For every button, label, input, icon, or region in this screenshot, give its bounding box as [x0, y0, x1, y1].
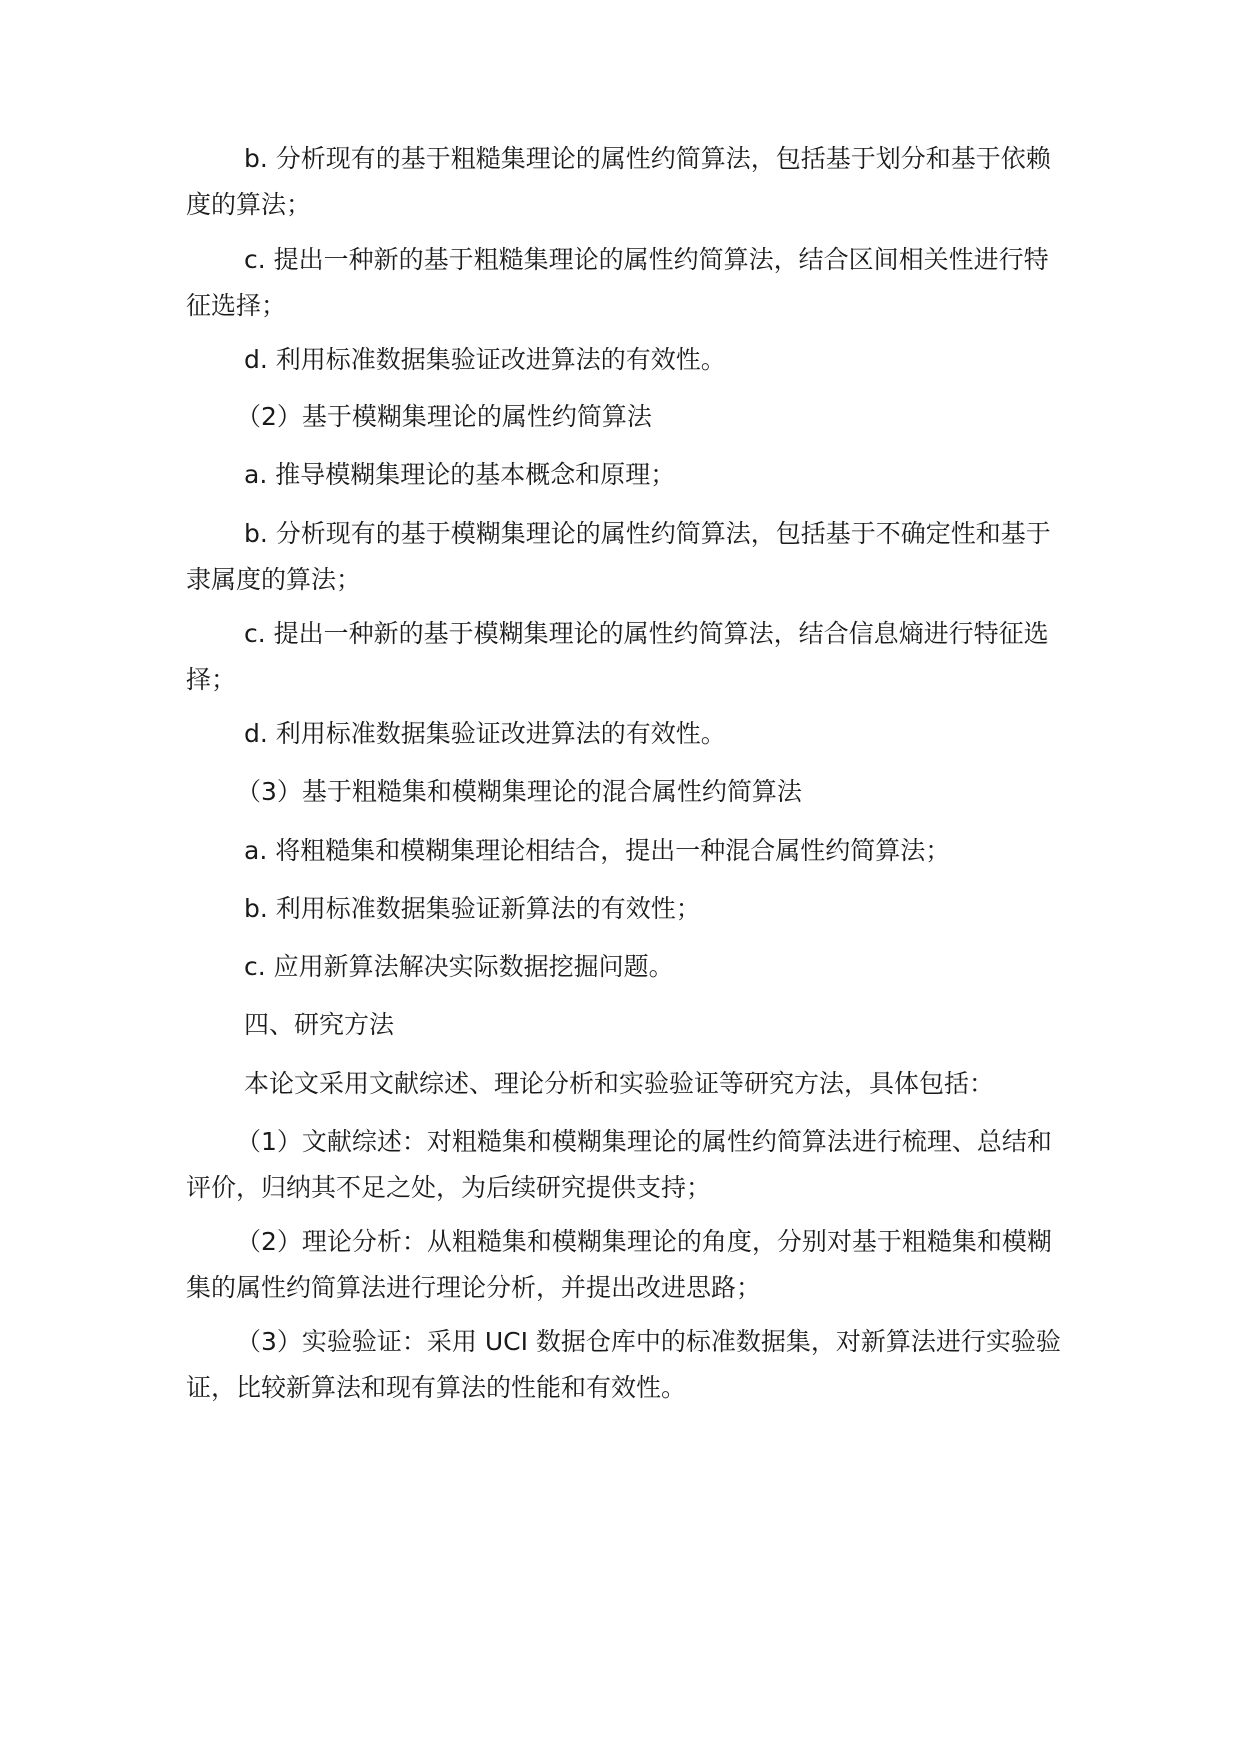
paragraph-method-2: （2）理论分析：从粗糙集和模糊集理论的角度，分别对基于粗糙集和模糊集的属性约简算法进行理论分析，并提出改进思路；	[186, 1227, 1052, 1302]
paragraph-method-1: （1）文献综述：对粗糙集和模糊集理论的属性约简算法进行梳理、总结和评价，归纳其不足之处，为后续研究提供支持；	[186, 1127, 1052, 1202]
paragraph-3a: a. 将粗糙集和模糊集理论相结合，提出一种混合属性约简算法；	[244, 836, 951, 865]
paragraph-1b: b. 分析现有的基于粗糙集理论的属性约简算法，包括基于划分和基于依赖度的算法；	[186, 144, 1051, 219]
paragraph-1c: c. 提出一种新的基于粗糙集理论的属性约简算法，结合区间相关性进行特征选择；	[186, 245, 1049, 320]
paragraph-methods-intro: 本论文采用文献综述、理论分析和实验验证等研究方法，具体包括：	[244, 1069, 995, 1098]
paragraph-method-3: （3）实验验证：采用 UCI 数据仓库中的标准数据集，对新算法进行实验验证，比较新算法和现有算法的性能和有效性。	[186, 1327, 1061, 1402]
paragraph-3c: c. 应用新算法解决实际数据挖掘问题。	[244, 952, 674, 981]
paragraph-2d: d. 利用标准数据集验证改进算法的有效性。	[244, 719, 726, 748]
paragraph-3b: b. 利用标准数据集验证新算法的有效性；	[244, 894, 701, 923]
paragraph-1d: d. 利用标准数据集验证改进算法的有效性。	[244, 345, 726, 374]
section-heading-3: （3）基于粗糙集和模糊集理论的混合属性约简算法	[236, 777, 802, 806]
chapter-heading-research-methods: 四、研究方法	[244, 1010, 395, 1039]
paragraph-2b: b. 分析现有的基于模糊集理论的属性约简算法，包括基于不确定性和基于隶属度的算法；	[186, 519, 1051, 594]
section-heading-2: （2）基于模糊集理论的属性约简算法	[236, 402, 652, 431]
paragraph-2c: c. 提出一种新的基于模糊集理论的属性约简算法，结合信息熵进行特征选择；	[186, 619, 1049, 694]
paragraph-2a: a. 推导模糊集理论的基本概念和原理；	[244, 460, 676, 489]
